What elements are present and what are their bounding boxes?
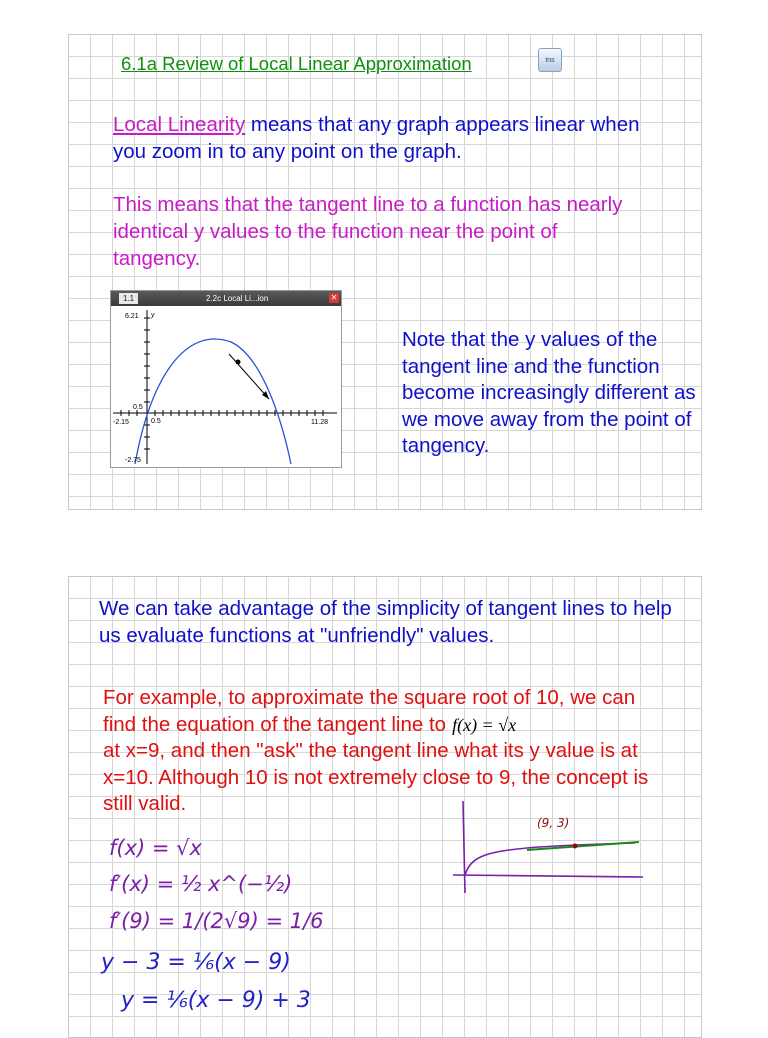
tangent-line — [229, 354, 269, 399]
hw-line-3: f′(9) = 1/(2√9) = 1/6 — [109, 909, 324, 933]
tangent-note-paragraph: This means that the tangent line to a function has nearly identical y values to the function near the point of tangency. — [113, 193, 623, 270]
page-title-link[interactable]: 6.1a Review of Local Linear Approximation — [121, 53, 472, 74]
sketch-tangent-point — [573, 844, 578, 849]
local-linearity-term: Local Linearity — [113, 113, 246, 136]
sqrt-formula: f(x) = √x — [452, 714, 517, 735]
difference-note-paragraph: Note that the y values of the tangent line and the function become increasingly different as we move away from the point of tangency. — [402, 328, 696, 457]
ymax-label: 6.21 — [125, 313, 139, 320]
axis-ticks — [121, 318, 323, 449]
sketch-x-axis — [453, 875, 643, 877]
xmin-label: -2.15 — [113, 419, 129, 426]
notebook-page-1 — [68, 34, 702, 510]
calculator-tab: 1.1 — [119, 293, 138, 304]
xmax-label: 11.28 — [311, 419, 328, 426]
hw-line-1: f(x) = √x — [109, 836, 202, 860]
ymin-label: -2.75 — [125, 457, 141, 464]
sketch-y-axis — [463, 801, 465, 893]
local-linearity-definition: means that any graph appears linear when you zoom in to any point on the graph. — [113, 113, 640, 163]
example-text-after: at x=9, and then "ask" the tangent line what its y value is at x=10. Although 10 is not extremely close to 9, the concept is still valid. — [103, 739, 649, 815]
calculator-toolbar — [111, 291, 341, 306]
function-curve — [135, 339, 291, 464]
close-icon: ✕ — [330, 293, 338, 302]
y-axis-label: y — [151, 312, 155, 319]
x-tick-label: 0.5 — [151, 418, 161, 425]
tangent-point — [236, 360, 241, 365]
hw-line-2: f′(x) = ½ x^(−½) — [109, 872, 293, 896]
example-text-before: For example, to approximate the square root of 10, we can find the equation of the tangent line to — [103, 686, 636, 736]
y-tick-label: 0.5 — [133, 404, 143, 411]
hw-line-5: y = ⅙(x − 9) + 3 — [121, 988, 311, 1013]
point-label: (9, 3) — [537, 816, 570, 830]
intro-paragraph: We can take advantage of the simplicity of tangent lines to help us evaluate functions at "unfriendly" values. — [99, 597, 672, 647]
sqrt-sketch — [449, 795, 649, 895]
calculator-doc-title: 2.2c Local Li...ion — [206, 294, 269, 303]
notebook-page-2 — [68, 576, 702, 1038]
tns-file-icon[interactable]: tns — [538, 48, 562, 72]
calculator-graph — [111, 306, 341, 466]
calculator-screenshot — [110, 290, 342, 468]
local-linearity-paragraph — [113, 111, 653, 165]
hw-line-4: y − 3 = ⅙(x − 9) — [101, 950, 291, 975]
